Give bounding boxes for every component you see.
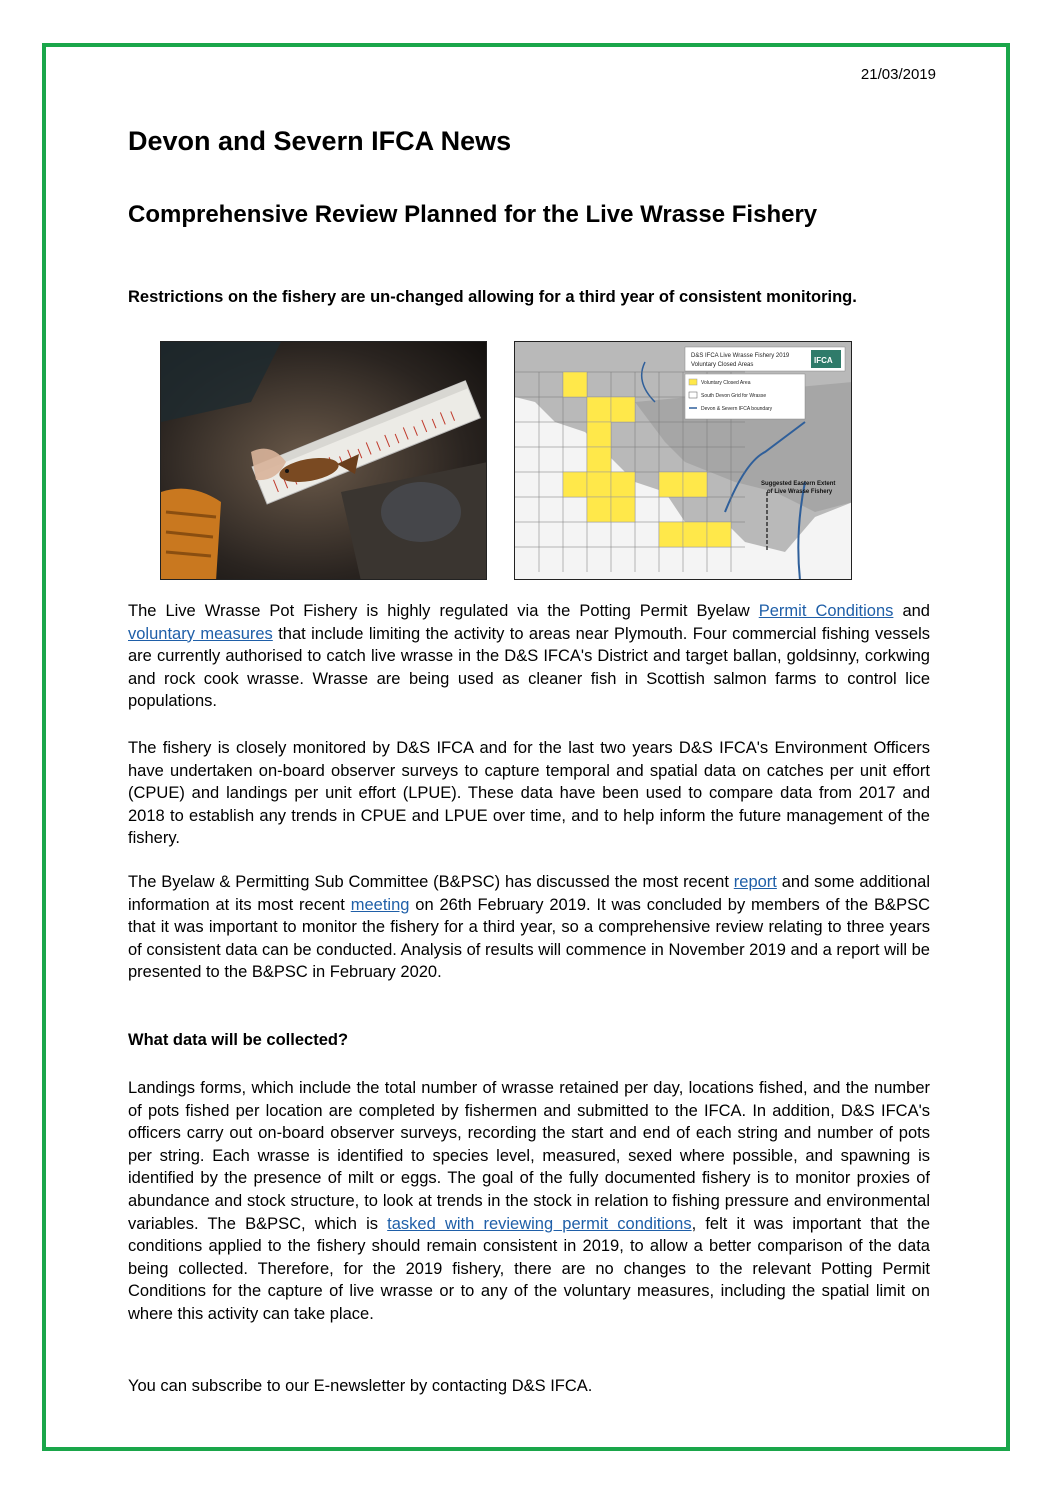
- map-annotation-line2: of Live Wrasse Fishery: [767, 489, 833, 495]
- section-heading: What data will be collected?: [128, 1031, 349, 1049]
- map-legend-2: South Devon Grid for Wrasse: [701, 393, 767, 399]
- map-annotation-line1: Suggested Eastern Extent: [761, 481, 836, 487]
- meeting-link[interactable]: meeting: [350, 895, 410, 914]
- report-link[interactable]: report: [733, 873, 777, 891]
- paragraph-2: The fishery is closely monitored by D&S IFCA and for the last two years D&S IFCA's Environment Officers have undertaken on-board observer surveys to capture temporal and spatial data on catches per unit effort (CPUE) and landings per unit effort (LPUE). These data have been used to compare data from 2017 and 2018 to establish any trends in CPUE and LPUE over time, and to help inform the future management of the fishery.: [128, 739, 930, 848]
- headline: Comprehensive Review Planned for the Live Wrasse Fishery: [128, 201, 818, 228]
- voluntary-measures-link[interactable]: voluntary measures: [128, 624, 273, 643]
- map-legend-1: Voluntary Closed Area: [701, 380, 751, 386]
- paragraph-5: You can subscribe to our E-newsletter by contacting D&S IFCA.: [128, 1377, 593, 1395]
- map-title-line1: D&S IFCA Live Wrasse Fishery 2019: [691, 353, 790, 359]
- closed-areas-map: [514, 341, 852, 580]
- page-title: Devon and Severn IFCA News: [128, 126, 512, 156]
- map-legend-3: Devon & Severn IFCA boundary: [701, 406, 773, 412]
- paragraph-1: The Live Wrasse Pot Fishery is highly regulated via the Potting Permit Byelaw Permit Conditions and voluntary measures that include limiting the activity to areas near Plymouth. Four commercial fishing vessels are currently authorised to catch live wrasse in the D&S IFCA's District and target ballan, goldsinny, corkwing and rock cook wrasse. Wrasse are being used as cleaner fish in Scottish salmon farms to control lice populations.: [128, 602, 930, 711]
- map-logo: IFCA: [814, 356, 833, 365]
- date: 21/03/2019: [860, 66, 936, 83]
- paragraph-3: The Byelaw & Permitting Sub Committee (B&PSC) has discussed the most recent report and some additional information at its most recent meeting on 26th February 2019. It was concluded by members of the B&PSC that it was important to monitor the fishery for a third year, so a comprehensive review relating to three years of consistent data can be conducted. Analysis of results will commence in November 2019 and a report will be presented to the B&PSC in February 2020.: [128, 873, 930, 982]
- tasked-with-reviewing-link[interactable]: tasked with reviewing permit conditions: [387, 1214, 692, 1233]
- wrasse-measuring-photo: [160, 341, 487, 580]
- paragraph-4: Landings forms, which include the total number of wrasse retained per day, locations fished, and the number of pots fished per location are completed by fishermen and submitted to the IFCA. In addition, D&S IFCA's officers carry out on-board observer surveys, recording the start and end of each string and number of pots per string. Each wrasse is identified to species level, measured, sexed where possible, and spawning is identified by the presence of milt or eggs. The goal of the fully documented fishery is to monitor proxies of abundance and stock structure, to look at trends in the stock in relation to fishing pressure and environmental variables. The B&PSC, which is tasked with reviewing permit conditions, felt it was important that the conditions applied to the fishery should remain consistent in 2019, to allow a better comparison of the data being collected. Therefore, for the 2019 fishery, there are no changes to the relevant Potting Permit Conditions for the capture of live wrasse or to any of the voluntary measures, including the spatial limit on where this activity can take place.: [128, 1079, 930, 1323]
- lead-paragraph: Restrictions on the fishery are un-changed allowing for a third year of consistent monitoring.: [128, 288, 857, 306]
- map-title-line2: Voluntary Closed Areas: [691, 362, 754, 368]
- permit-conditions-link[interactable]: Permit Conditions: [758, 602, 894, 620]
